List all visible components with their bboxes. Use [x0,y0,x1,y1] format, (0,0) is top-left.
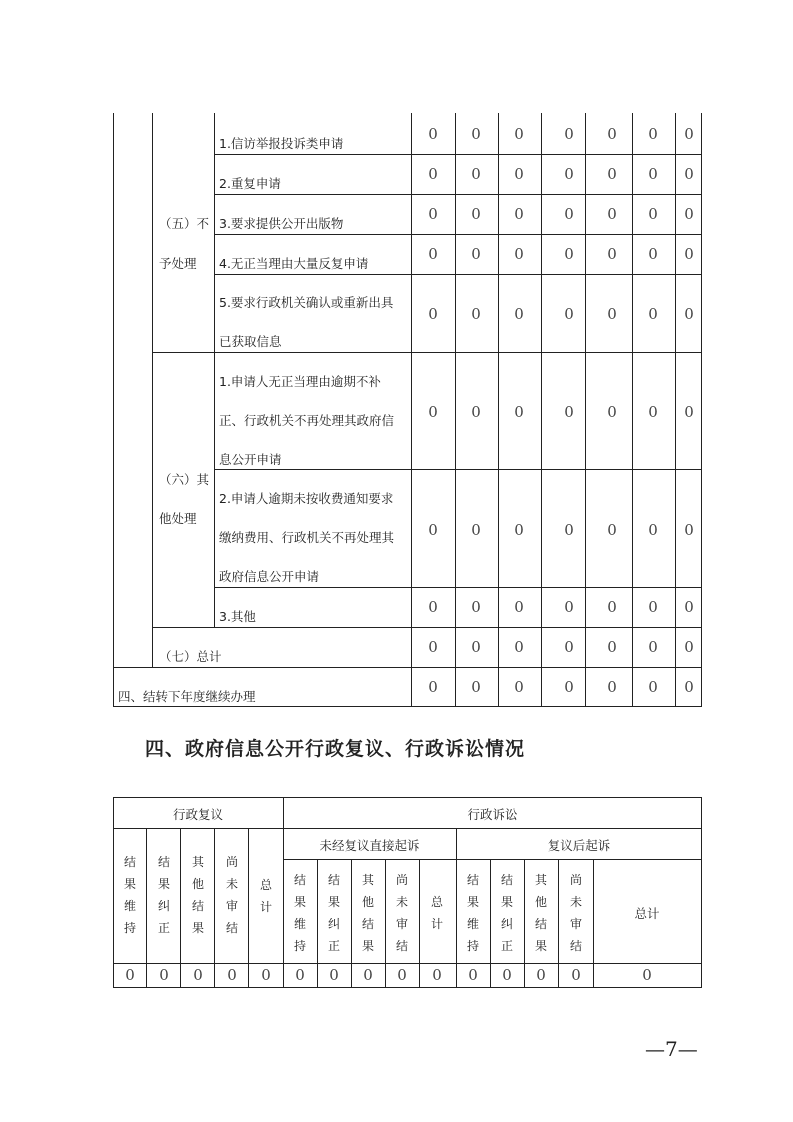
value-cell: 0 [428,638,438,656]
col-label-total: 总计 [430,895,443,931]
value-cell: 0 [564,403,574,421]
value-cell: 0 [684,165,694,183]
value-cell: 0 [468,966,478,984]
table-border [701,113,702,707]
row-label: 3.其他 [219,609,256,624]
col-label-corrected: 结果纠正 [157,855,170,935]
table-border [113,797,702,798]
row-label-line1: 5.要求行政机关确认或重新出具 [219,295,394,310]
value-cell: 0 [428,598,438,616]
row-label-line2: 正、行政机关不再处理其政府信 [219,413,395,428]
value-cell: 0 [227,966,237,984]
table-border [180,828,181,988]
value-cell: 0 [684,245,694,263]
table-border [248,828,249,988]
table-border [498,113,499,707]
value-cell: 0 [514,305,524,323]
review-litigation-table [113,797,702,988]
table-border [593,859,594,988]
col-label-corrected: 结果纠正 [327,873,340,953]
value-cell: 0 [471,305,481,323]
value-cell: 0 [607,245,617,263]
table-border [214,587,702,588]
table-border [419,859,420,988]
total-row-label: （七）总计 [159,649,222,664]
value-cell: 0 [564,598,574,616]
row-label: 1.信访举报投诉类申请 [219,136,344,151]
value-cell: 0 [648,205,658,223]
row-label-line1: 1.申请人无正当理由逾期不补 [219,374,381,389]
table-border [214,234,702,235]
value-cell: 0 [536,966,546,984]
value-cell: 0 [564,125,574,143]
table-border [455,113,456,707]
value-cell: 0 [471,205,481,223]
value-cell: 0 [684,598,694,616]
table-border [113,987,702,988]
value-cell: 0 [684,403,694,421]
disposal-table [113,113,702,707]
value-cell: 0 [428,678,438,696]
table-border [411,113,412,707]
table-border [585,113,586,707]
value-cell: 0 [564,305,574,323]
value-cell: 0 [607,638,617,656]
col-label-total: 总计 [259,878,272,914]
row-label-line1: 2.申请人逾期未按收费通知要求 [219,491,394,506]
row-label-line3: 息公开申请 [219,452,282,467]
col-label-pending: 尚未审结 [569,873,582,953]
value-cell: 0 [514,165,524,183]
value-cell: 0 [564,638,574,656]
table-border [385,859,386,988]
col-label-upheld: 结果维持 [123,855,136,935]
value-cell: 0 [648,403,658,421]
value-cell: 0 [428,305,438,323]
row-label: 3.要求提供公开出版物 [219,216,344,231]
value-cell: 0 [428,165,438,183]
value-cell: 0 [607,205,617,223]
table-border [675,113,676,707]
col-label-total: 总计 [634,906,660,921]
value-cell: 0 [564,245,574,263]
value-cell: 0 [607,305,617,323]
table-border [214,113,215,627]
value-cell: 0 [471,521,481,539]
admin-review-header: 行政复议 [172,807,223,822]
value-cell: 0 [428,205,438,223]
value-cell: 0 [428,521,438,539]
row-label-line2: 已获取信息 [219,334,282,349]
section-label-not-processed-line2: 予处理 [159,256,197,271]
col-label-other: 其他结果 [534,873,547,953]
section-label-other-processing-line2: 他处理 [159,511,197,526]
table-border [632,113,633,707]
table-border [152,113,153,667]
table-border [113,706,702,707]
value-cell: 0 [648,305,658,323]
col-label-other: 其他结果 [191,855,204,935]
table-border [701,797,702,988]
row-label-line3: 政府信息公开申请 [219,569,320,584]
table-border [113,963,702,964]
col-label-pending: 尚未审结 [225,855,238,935]
value-cell: 0 [514,205,524,223]
value-cell: 0 [648,125,658,143]
value-cell: 0 [432,966,442,984]
row-label: 4.无正当理由大量反复申请 [219,256,369,271]
row-label: 2.重复申请 [219,176,281,191]
table-border [214,828,215,988]
table-border [351,859,352,988]
value-cell: 0 [607,403,617,421]
col-label-upheld: 结果维持 [466,873,479,953]
value-cell: 0 [648,638,658,656]
value-cell: 0 [193,966,203,984]
table-border [283,859,702,860]
page-number: —7— [645,1037,698,1061]
value-cell: 0 [571,966,581,984]
col-label-corrected: 结果纠正 [500,873,513,953]
value-cell: 0 [159,966,169,984]
value-cell: 0 [514,598,524,616]
value-cell: 0 [648,598,658,616]
value-cell: 0 [514,403,524,421]
table-border [541,113,542,707]
value-cell: 0 [642,966,652,984]
row-label-line2: 缴纳费用、行政机关不再处理其 [219,530,395,545]
table-border [214,194,702,195]
value-cell: 0 [648,521,658,539]
value-cell: 0 [564,205,574,223]
admin-litigation-header: 行政诉讼 [467,807,518,822]
table-border [317,859,318,988]
value-cell: 0 [502,966,512,984]
value-cell: 0 [607,165,617,183]
value-cell: 0 [648,245,658,263]
value-cell: 0 [471,638,481,656]
value-cell: 0 [514,245,524,263]
value-cell: 0 [684,305,694,323]
table-border [283,797,284,988]
value-cell: 0 [684,205,694,223]
value-cell: 0 [514,638,524,656]
col-label-other: 其他结果 [361,873,374,953]
direct-litigation-header: 未经复议直接起诉 [319,838,420,853]
value-cell: 0 [607,125,617,143]
value-cell: 0 [648,165,658,183]
value-cell: 0 [564,165,574,183]
section-label-other-processing-line1: （六）其 [159,472,210,487]
value-cell: 0 [295,966,305,984]
value-cell: 0 [514,678,524,696]
value-cell: 0 [471,165,481,183]
value-cell: 0 [428,125,438,143]
table-border [558,859,559,988]
value-cell: 0 [564,521,574,539]
value-cell: 0 [397,966,407,984]
value-cell: 0 [564,678,574,696]
section-label-not-processed-line1: （五）不 [159,216,210,231]
value-cell: 0 [514,125,524,143]
section-heading: 四、政府信息公开行政复议、行政诉讼情况 [145,738,526,760]
table-border [113,828,702,829]
value-cell: 0 [648,678,658,696]
post-review-litigation-header: 复议后起诉 [547,838,611,853]
value-cell: 0 [125,966,135,984]
table-border [490,859,491,988]
value-cell: 0 [607,598,617,616]
value-cell: 0 [684,678,694,696]
value-cell: 0 [261,966,271,984]
table-border [152,352,702,353]
table-border [146,828,147,988]
value-cell: 0 [428,403,438,421]
table-border [214,154,702,155]
col-label-pending: 尚未审结 [395,873,408,953]
value-cell: 0 [607,521,617,539]
value-cell: 0 [329,966,339,984]
table-border [152,627,702,628]
carryover-row-label: 四、结转下年度继续办理 [118,689,256,704]
table-border [214,274,702,275]
value-cell: 0 [363,966,373,984]
table-border [113,113,114,707]
value-cell: 0 [471,678,481,696]
value-cell: 0 [607,678,617,696]
value-cell: 0 [471,598,481,616]
value-cell: 0 [684,125,694,143]
table-border [214,469,702,470]
col-label-upheld: 结果维持 [293,873,306,953]
value-cell: 0 [684,521,694,539]
value-cell: 0 [428,245,438,263]
value-cell: 0 [471,125,481,143]
table-border [524,859,525,988]
table-border [113,667,702,668]
value-cell: 0 [514,521,524,539]
table-border [113,797,114,988]
value-cell: 0 [471,245,481,263]
value-cell: 0 [471,403,481,421]
value-cell: 0 [684,638,694,656]
